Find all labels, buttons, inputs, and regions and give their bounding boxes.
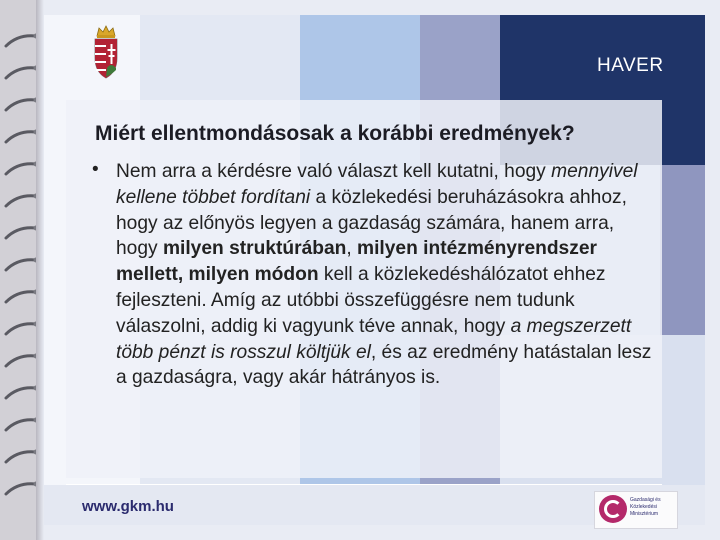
ministry-logo: [594, 491, 678, 529]
ministry-logo-line: Közlekedési: [630, 504, 657, 510]
bullet-marker: •: [92, 159, 99, 180]
bg-block-right-slate: [660, 165, 705, 335]
paragraph-run-normal: Nem arra a kérdésre való választ kell kutatni, hogy: [116, 161, 552, 182]
spiral-binding: [0, 0, 40, 540]
paragraph-run-italic: a megszerzett több pénzt is rosszul költjük el: [116, 315, 632, 363]
ministry-logo-icon: [599, 495, 627, 523]
paragraph-run-normal: , és az eredmény hatástalan lesz a gazdaságra, vagy akár hátrányos is.: [116, 341, 652, 389]
footer-url[interactable]: www.gkm.hu: [82, 498, 174, 515]
footer-divider: [66, 484, 662, 485]
hungarian-coat-of-arms-icon: [90, 22, 122, 82]
ministry-logo-line: Minisztérium: [630, 511, 659, 517]
slide-title: Miért ellentmondásosak a korábbi eredmények?: [95, 122, 575, 145]
brand-label: HAVER: [597, 55, 664, 76]
paragraph-run-normal: ,: [346, 238, 358, 260]
ministry-logo-line: Gazdasági és: [630, 497, 661, 503]
paragraph-run-bold: milyen struktúrában: [162, 238, 347, 260]
binding-shadow: [36, 0, 44, 540]
bullet-paragraph: [116, 159, 656, 391]
paragraph-run-bold: milyen intézményrendszer mellett, milyen módon: [116, 238, 597, 286]
paragraph-run-normal: a közlekedési beruházásokra ahhoz, hogy az előnyös legyen a gazdaság számára, hanem arra, hogy: [116, 186, 627, 260]
paragraph-run-italic: mennyivel kellene többet fordítani: [116, 161, 638, 208]
ministry-logo-text: [630, 497, 674, 518]
paragraph-run-normal: kell a közlekedéshálózatot ehhez fejleszteni. Amíg az utóbbi összefüggésre nem tudunk válaszolni, addig ki vagyunk téve annak, hogy: [116, 264, 606, 337]
